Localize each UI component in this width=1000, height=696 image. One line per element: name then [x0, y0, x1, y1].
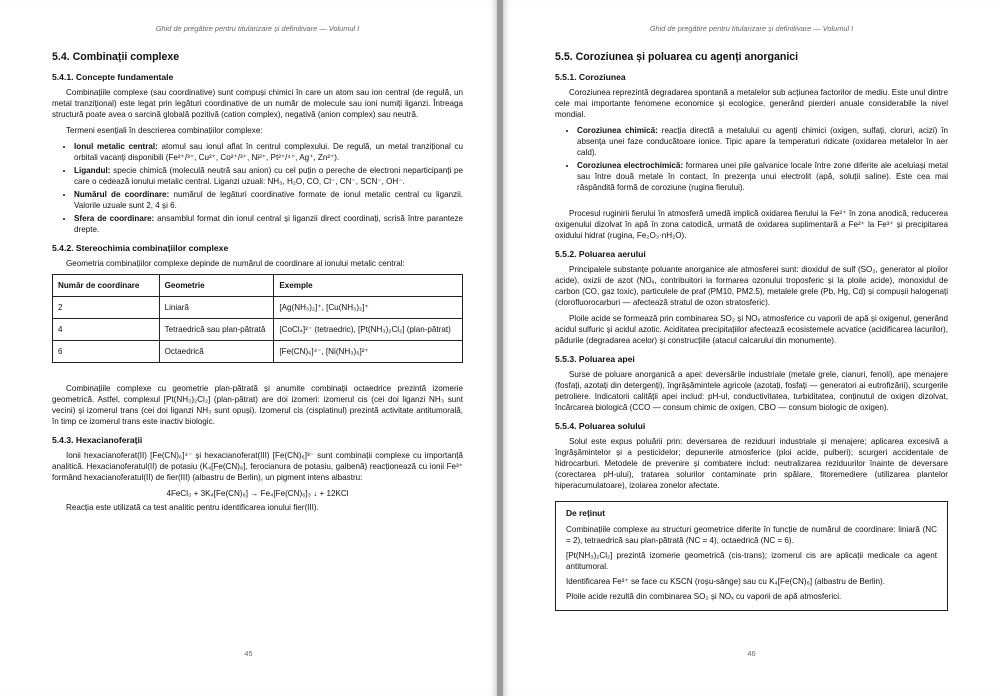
table-row	[53, 319, 463, 341]
summary-item: Combinațiile complexe au structuri geometrice diferite în funcție de numărul de coordinare: liniară (NC = 2), tetraedrică sau plan-pătrată (NC = 4), octaedrică (NC = 6).	[566, 525, 937, 545]
corrosion-types-list	[555, 125, 948, 193]
term-label: Coroziunea electrochimică:	[577, 161, 684, 170]
table-cell: Liniară	[159, 297, 274, 319]
paragraph: Termeni esențiali în descrierea combinațiilor complexe:	[66, 126, 263, 135]
table-cell: Tetraedrică sau plan-pătrată	[159, 319, 274, 341]
table-cell: [Fe(CN)₆]⁴⁻, [Ni(NH₃)₆]²⁺	[274, 341, 463, 363]
table-cell: 2	[53, 297, 160, 319]
summary-box	[555, 501, 948, 611]
page-number: 45	[244, 649, 253, 658]
list-item	[577, 160, 948, 193]
term-label: Ligandul:	[74, 166, 111, 175]
summary-item: [Pt(NH₃)₂Cl₂] prezintă izomerie geometrică (cis-trans); izomerul cis are aplicații medicale ca agent antitumoral.	[566, 551, 937, 571]
term-text: formarea unei pile galvanice locale între zone diferite ale aceluiași metal sau între două metale în contact, în prezența unui electrolit (apă, soluții saline). Este cea mai răspândită formă de coroziune (rugina fierului).	[577, 161, 949, 192]
running-head: Ghid de pregătire pentru titularizare și definitivare — Volumul I	[155, 24, 360, 33]
subsection-heading: 5.4.3. Hexacianoferații	[52, 435, 143, 445]
table-cell: 6	[53, 341, 160, 363]
column-header: Număr de coordinare	[53, 275, 160, 297]
subsection-heading: 5.5.3. Poluarea apei	[555, 354, 635, 364]
left-page	[0, 0, 497, 696]
table-cell: 4	[53, 319, 160, 341]
term-label: Numărul de coordinare:	[74, 190, 170, 199]
term-text: ansamblul format din ionul central și liganzii direct coordinați, scrisă între paranteze drepte.	[74, 214, 464, 234]
table-cell: [Ag(NH₃)₂]⁺, [Cu(NH₃)₂]⁺	[274, 297, 463, 319]
chemical-equation: 4FeCl₃ + 3K₄[Fe(CN)₆] → Fe₄[Fe(CN)₆]₃ ↓ + 12KCl	[166, 489, 349, 498]
table-row	[53, 341, 463, 363]
list-item	[74, 141, 463, 163]
right-page	[503, 0, 1000, 696]
table-row	[53, 297, 463, 319]
term-text: reacția directă a metalului cu agenți chimici (oxigen, sulfați, cloruri, acizi) în absența unei faze conducătoare ionice. Tipic apare la temperaturi ridicate (oxidarea metalelor în aer cald).	[577, 126, 948, 157]
summary-title: De reținut	[566, 508, 606, 518]
subsection-heading: 5.5.4. Poluarea solului	[555, 421, 646, 431]
paragraph: Ploile acide se formează prin combinarea SO₂ și NOₓ atmosferice cu vaporii de apă și oxigenul, generând acidul sulfuric și acidul azotic. Aciditatea precipitațiilor afectează ecosistemele acvatice (acidificarea lacurilor), pădurile (degradarea acelor) și construcțiile (atacul calcarului din monumente).	[555, 314, 948, 345]
term-label: Coroziunea chimică:	[577, 126, 658, 135]
term-label: Sfera de coordinare:	[74, 214, 155, 223]
paragraph: Combinațiile complexe (sau coordinative) sunt compuși chimici în care un atom sau ion central (de regulă, un metal tranzițional) este legat prin legături coordinative de un număr de molecule sau ioni numiți liganzi. Întreaga structură poate avea o sarcină globală pozitivă (cation complex), negativă (anion complex) sau neutră.	[52, 88, 463, 119]
list-item	[74, 165, 463, 187]
paragraph: Coroziunea reprezintă degradarea spontană a metalelor sub acțiunea factorilor de mediu. Este unul dintre cele mai importante fenomene economice și ecologice, generând pierderi anuale considerabile la nivel mondial.	[555, 88, 948, 119]
subsection-heading: 5.5.1. Coroziunea	[555, 72, 626, 82]
term-text: specie chimică (moleculă neutră sau anion) cu cel puțin o pereche de electroni neparticipanți pe care o cedează ionului metalic central. Liganzi uzuali: NH₃, H₂O, CO, Cl⁻, CN⁻, SCN⁻, OH⁻.	[74, 166, 463, 186]
coordination-table	[52, 274, 463, 363]
subsection-heading: 5.5.2. Poluarea aerului	[555, 249, 646, 259]
term-text: numărul de legături coordinative formate de ionul metalic central cu liganzii. Valorile uzuale sunt 2, 4 și 6.	[74, 190, 464, 210]
subsection-heading: 5.4.1. Concepte fundamentale	[52, 72, 174, 82]
column-header: Geometrie	[159, 275, 274, 297]
running-head: Ghid de pregătire pentru titularizare și definitivare — Volumul I	[649, 24, 854, 33]
paragraph: Ionii hexacianoferat(II) [Fe(CN)₆]⁴⁻ și hexacianoferat(III) [Fe(CN)₆]³⁻ sunt combinații complexe cu importanță analitică. Hexacianoferatul(II) de potasiu (K₄[Fe(CN)₆], ferocianura de potasiu, galbenă) reacționează cu ionii Fe³⁺ formând hexacianoferatul(II) de fier(III) (albastru de Berlin), un pigment intens albastru:	[52, 451, 463, 482]
list-item	[74, 213, 463, 235]
paragraph: Procesul ruginirii fierului în atmosferă umedă implică oxidarea fierului la Fe²⁺ în zona anodică, reducerea oxigenului dizolvat în apă în zona catodică, urmată de oxidarea suplimentară a Fe²⁺ la Fe³⁺ și precipitarea oxidului hidrat (rugina, Fe₂O₃·nH₂O).	[555, 209, 948, 240]
paragraph: Principalele substanțe poluante anorganice ale atmosferei sunt: dioxidul de sulf (SO₂, generator al ploilor acide), oxizii de azot (NOₓ, contribuitori la formarea ozonului troposferic și la ploile acide), monoxidul de carbon (CO, gaz toxic), particulele de praf (PM10, PM2.5), metalele grele (Pb, Hg, Cd) și compușii halogenați (clorofluorocarburi — afectează stratul de ozon stratosferic).	[555, 265, 948, 307]
page-number: 46	[747, 649, 756, 658]
table-cell: Octaedrică	[159, 341, 274, 363]
table-cell: [CoCl₄]²⁻ (tetraedric), [Pt(NH₃)₂Cl₂] (plan-pătrat)	[274, 319, 463, 341]
paragraph: Combinațiile complexe cu geometrie plan-pătrată și anumite combinații octaedrice prezintă izomerie geometrică. Astfel, complexul [Pt(NH₃)₂Cl₂] (plan-pătrat) are doi izomeri: izomerul cis (cei doi liganzi NH₃ sunt vecini) și izomerul trans (cei doi liganzi NH₃ sunt opuși). Izomerul cis (cisplatinul) prezintă activitate antitumorală, în timp ce izomerul trans este inactiv biologic.	[52, 384, 463, 426]
paragraph: Geometria combinațiilor complexe depinde de numărul de coordinare al ionului metalic central:	[66, 259, 405, 268]
terms-list	[52, 141, 463, 235]
list-item	[74, 189, 463, 211]
table-header-row	[53, 275, 463, 297]
column-header: Exemple	[274, 275, 463, 297]
term-label: Ionul metalic central:	[74, 142, 158, 151]
paragraph: Surse de poluare anorganică a apei: deversările industriale (metale grele, cianuri, fenoli), ape menajere (fosfați, azotați din detergenți), îngrășămintele agricole (azotați, fosfați — generatori ai eutrofizării), scurgerile petroliere. Indicatorii calității apei includ: pH-ul, conductivitatea, turbiditatea, conținutul de oxigen dizolvat, încărcarea biologică (CCO — consum chimic de oxigen, CBO — consum biologic de oxigen).	[555, 370, 948, 412]
paragraph: Reacția este utilizată ca test analitic pentru identificarea ionului fier(III).	[66, 503, 319, 512]
paragraph: Solul este expus poluării prin: deversarea de reziduuri industriale și menajere; aplicarea excesivă a îngrășămintelor și a pesticidelor; depunerile atmosferice (ploi acide, pulberi); scurgeri accidentale de hidrocarburi. Metodele de prevenire și combatere includ: neutralizarea reziduurilor înainte de deversare (corectarea pH-ului), tratarea solurilor contaminate prin spălare, fitoremediere (utilizarea plantelor hiperacumulatoare), izolarea zonelor afectate.	[555, 437, 948, 490]
summary-item: Identificarea Fe³⁺ se face cu KSCN (roșu-sânge) sau cu K₄[Fe(CN)₆] (albastru de Berlin).	[566, 577, 885, 586]
list-item	[577, 125, 948, 158]
spacer	[555, 198, 948, 208]
term-text: atomul sau ionul aflat în centrul complexului. De regulă, un metal tranzițional cu orbitali vacanți disponibili (Fe²⁺/³⁺, Cu²⁺, Co²⁺/³⁺, Ni²⁺, Pt²⁺/⁴⁺, Ag⁺, Zn²⁺).	[74, 142, 463, 162]
subsection-heading: 5.4.2. Stereochimia combinațiilor complexe	[52, 243, 229, 253]
summary-item: Ploile acide rezultă din combinarea SO₂ și NOₓ cu vaporii de apă atmosferici.	[566, 592, 842, 601]
section-heading: 5.5. Coroziunea și poluarea cu agenți anorganici	[555, 51, 799, 63]
section-heading: 5.4. Combinații complexe	[52, 51, 180, 63]
